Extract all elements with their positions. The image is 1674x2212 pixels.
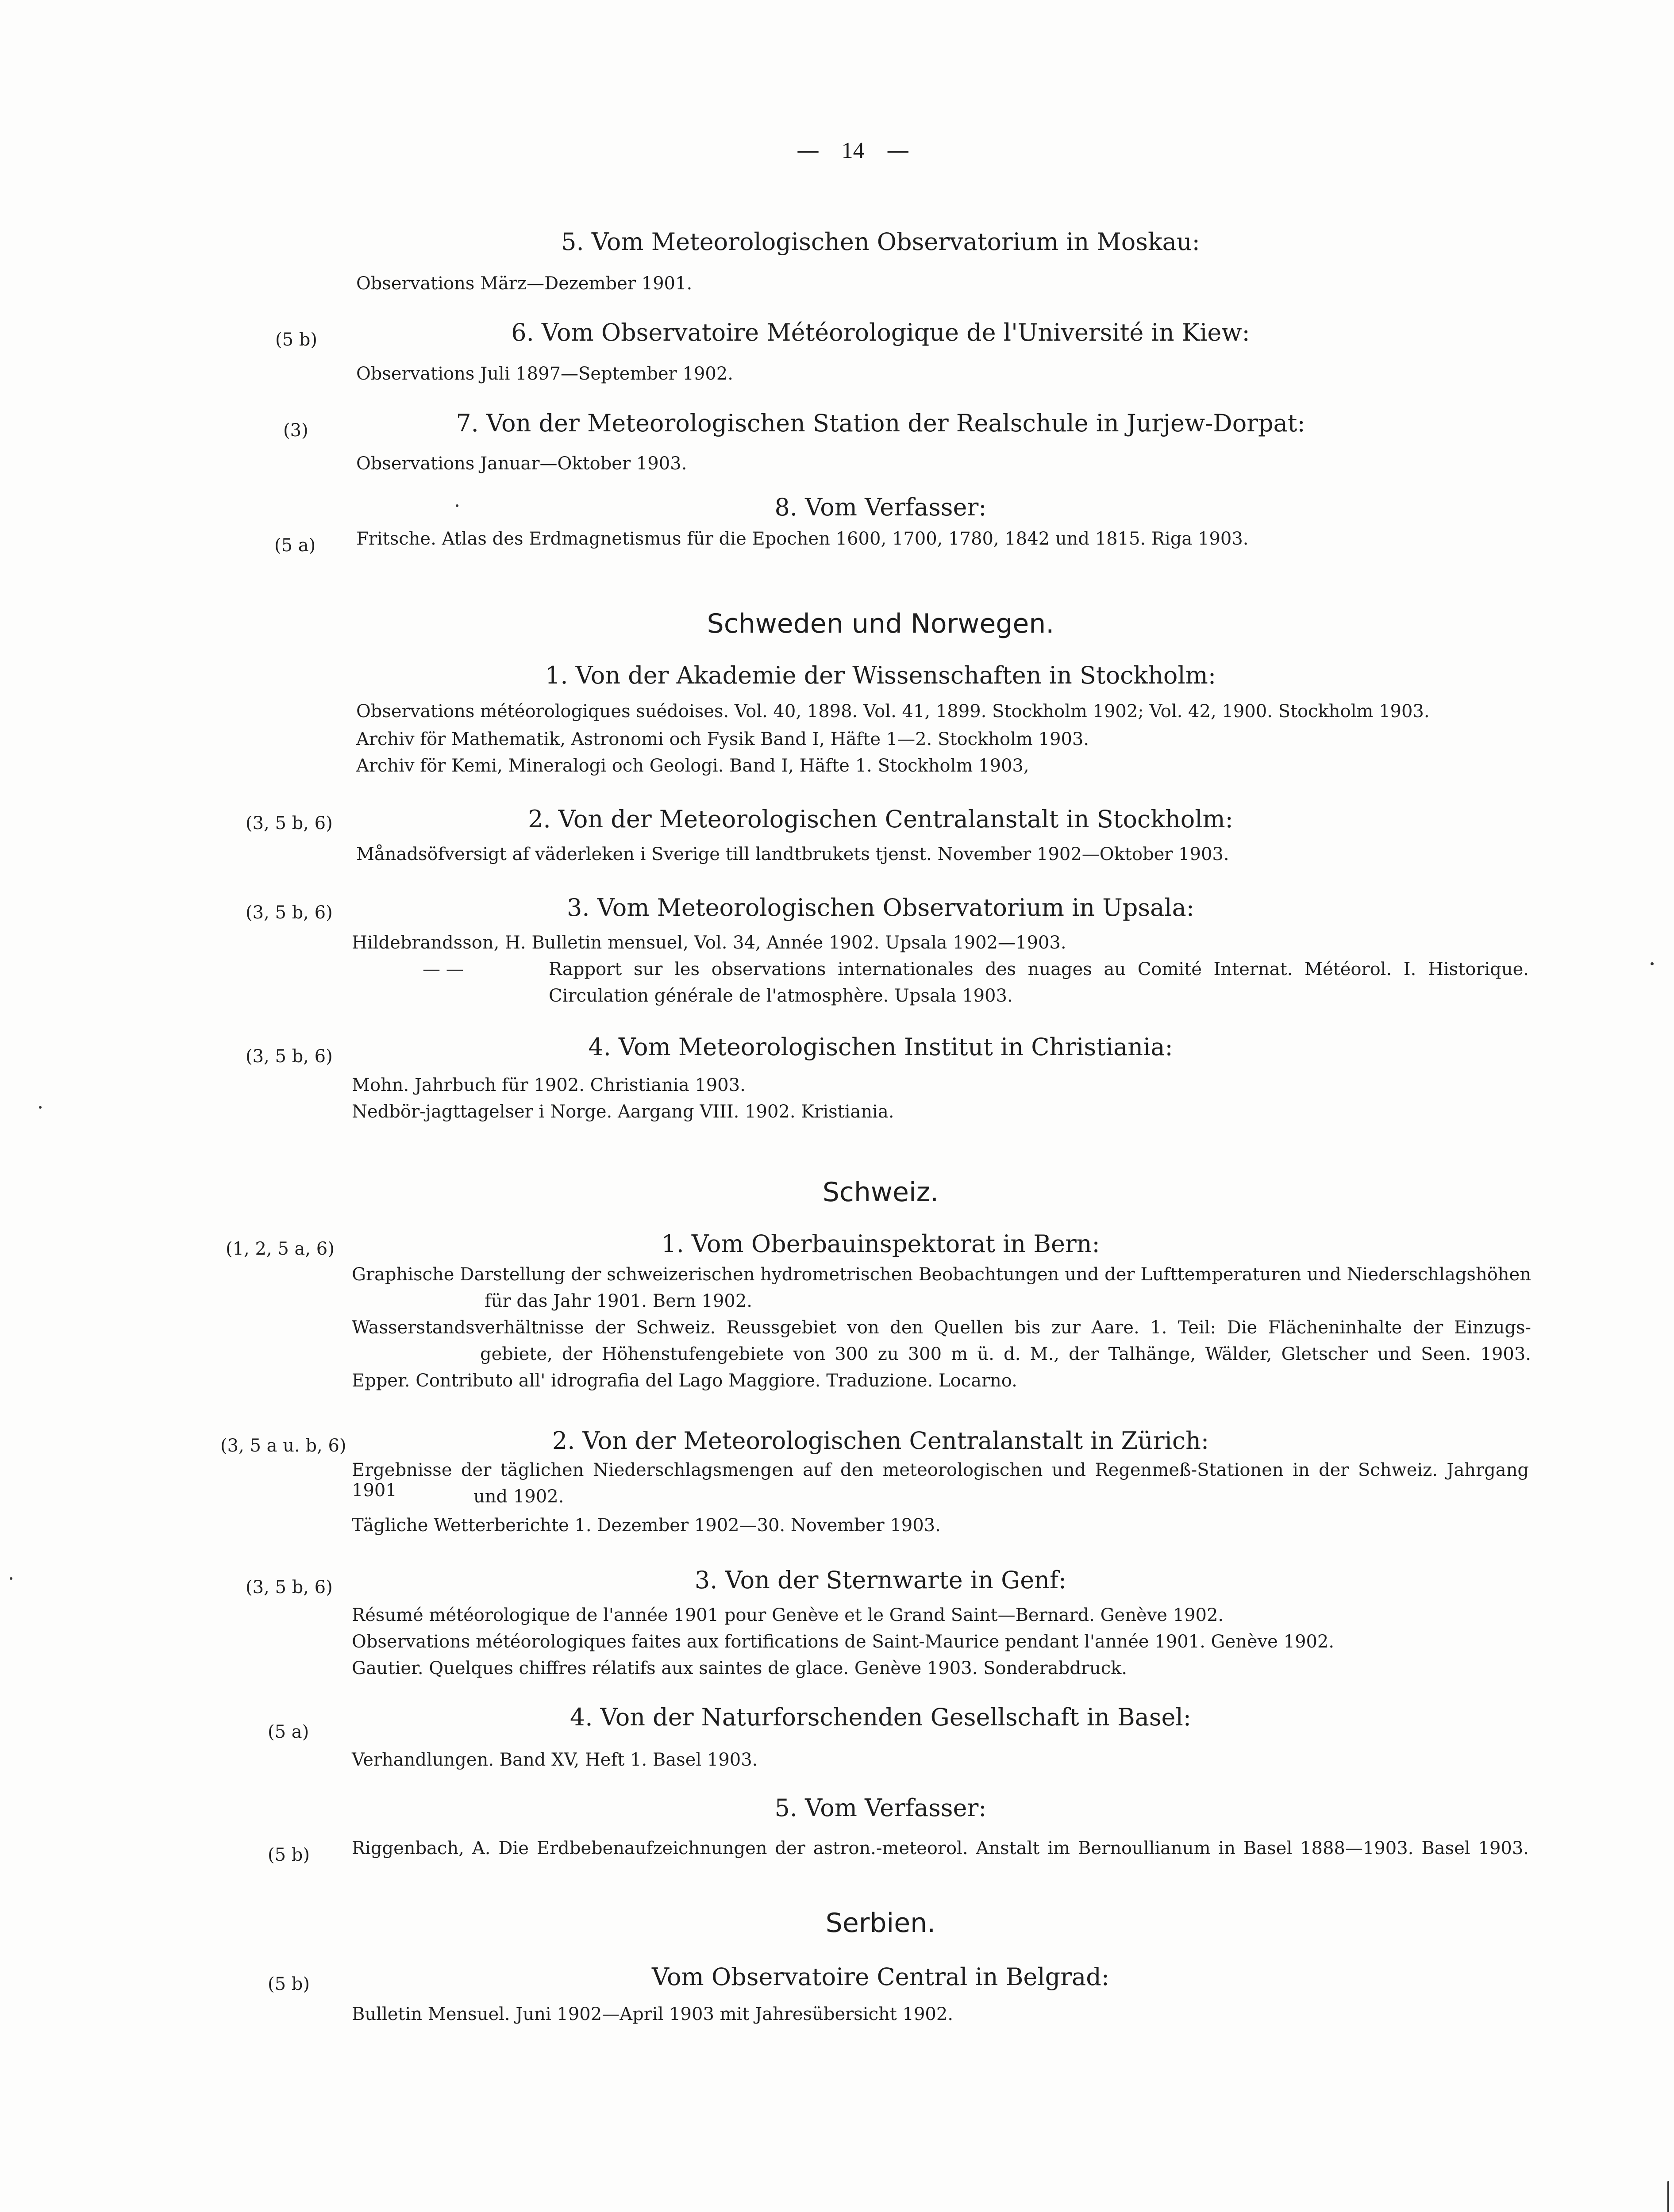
section-heading: Schweiz.	[822, 1177, 939, 1208]
reference-code: (3, 5 b, 6)	[246, 1046, 333, 1067]
reference-code: (5 b)	[268, 1974, 310, 1994]
entry-heading: 5. Vom Verfasser:	[774, 1794, 987, 1822]
section-heading: Schweden und Norwegen.	[707, 608, 1054, 639]
page-number: — 14 —	[797, 137, 910, 164]
entry-heading: 1. Von der Akademie der Wissenschaften in Stockholm:	[545, 661, 1216, 689]
entry-line: Circulation générale de l'atmosphère. Upsala 1903.	[549, 986, 1013, 1006]
entry-line: Ergebnisse der täglichen Niederschlagsmengen auf den meteorologischen und Regenmeß-Stationen in der Schweiz. Jahrgang 1901	[352, 1460, 1529, 1501]
entry-heading: 6. Vom Observatoire Météorologique de l'Université in Kiew:	[511, 319, 1250, 346]
entry-heading: 7. Von der Meteorologischen Station der Realschule in Jurjew-Dorpat:	[456, 409, 1305, 437]
entry-line: Wasserstandsverhältnisse der Schweiz. Reussgebiet von den Quellen bis zur Aare. 1. Teil: Die Flächeninhalte der Einzugs-	[352, 1317, 1531, 1338]
entry-heading: 3. Von der Sternwarte in Genf:	[694, 1566, 1067, 1594]
reference-code: (3, 5 b, 6)	[246, 1577, 333, 1598]
entry-line: Epper. Contributo all' idrografia del Lago Maggiore. Traduzione. Locarno.	[352, 1371, 1017, 1391]
reference-code: (3, 5 b, 6)	[246, 902, 333, 923]
entry-heading: 2. Von der Meteorologischen Centralanstalt in Stockholm:	[528, 805, 1233, 833]
reference-code: (3)	[283, 420, 308, 441]
entry-line: Fritsche. Atlas des Erdmagnetismus für die Epochen 1600, 1700, 1780, 1842 und 1815. Riga 1903.	[356, 529, 1249, 549]
entry-line: Mohn. Jahrbuch für 1902. Christiania 1903.	[352, 1075, 746, 1095]
entry-line: Gautier. Quelques chiffres rélatifs aux saintes de glace. Genève 1903. Sonderabdruck.	[352, 1658, 1128, 1678]
entry-heading: 8. Vom Verfasser:	[774, 493, 987, 521]
reference-code: (3, 5 a u. b, 6)	[220, 1436, 346, 1456]
entry-line: Résumé météorologique de l'année 1901 pour Genève et le Grand Saint—Bernard. Genève 1902.	[352, 1605, 1224, 1625]
entry-line: Verhandlungen. Band XV, Heft 1. Basel 1903.	[352, 1750, 758, 1770]
entry-line: und 1902.	[473, 1486, 564, 1507]
scan-speck	[10, 1577, 12, 1580]
entry-line: Rapport sur les observations internationales des nuages au Comité Internat. Météorol. I. Historique.	[549, 959, 1529, 979]
scan-speck	[1651, 962, 1654, 965]
entry-line: Archiv för Kemi, Mineralogi och Geologi. Band I, Häfte 1. Stockholm 1903,	[356, 756, 1029, 776]
entry-line: Riggenbach, A. Die Erdbebenaufzeichnungen der astron.-meteorol. Anstalt im Bernoullianum in Basel 1888—1903. Basel 1903.	[352, 1838, 1529, 1859]
entry-line: Observations météorologiques faites aux fortifications de Saint-Maurice pendant l'année 1901. Genève 1902.	[352, 1632, 1335, 1652]
ditto-mark: — —	[423, 959, 464, 979]
reference-code: (5 a)	[268, 1722, 309, 1742]
entry-heading: 5. Vom Meteorologischen Observatorium in Moskau:	[561, 228, 1200, 256]
scan-edge-mark	[1667, 2181, 1669, 2212]
entry-heading: 3. Vom Meteorologischen Observatorium in Upsala:	[567, 894, 1194, 922]
entry-line: Archiv för Mathematik, Astronomi och Fysik Band I, Häfte 1—2. Stockholm 1903.	[356, 729, 1089, 749]
entry-line: Observations Januar—Oktober 1903.	[356, 453, 687, 474]
entry-heading: 2. Von der Meteorologischen Centralanstalt in Zürich:	[552, 1427, 1209, 1455]
scan-speck	[39, 1106, 42, 1109]
scan-speck	[456, 504, 458, 507]
entry-heading: 4. Vom Meteorologischen Institut in Christiania:	[588, 1033, 1173, 1061]
entry-line: Observations März—Dezember 1901.	[356, 273, 693, 294]
reference-code: (3, 5 b, 6)	[246, 813, 333, 833]
reference-code: (5 a)	[274, 535, 316, 556]
entry-line: Hildebrandsson, H. Bulletin mensuel, Vol. 34, Année 1902. Upsala 1902—1903.	[352, 933, 1066, 953]
entry-heading: 4. Von der Naturforschenden Gesellschaft in Basel:	[570, 1703, 1191, 1731]
reference-code: (1, 2, 5 a, 6)	[226, 1239, 335, 1259]
entry-heading: 1. Vom Oberbauinspektorat in Bern:	[661, 1230, 1100, 1258]
section-heading: Serbien.	[825, 1908, 936, 1939]
entry-line: Tägliche Wetterberichte 1. Dezember 1902—30. November 1903.	[352, 1515, 941, 1536]
entry-line: gebiete, der Höhenstufengebiete von 300 zu 300 m ü. d. M., der Talhänge, Wälder, Gletscher und Seen. 1903.	[480, 1344, 1531, 1364]
entry-line: Bulletin Mensuel. Juni 1902—April 1903 mit Jahresübersicht 1902.	[352, 2004, 954, 2024]
entry-line: Observations Juli 1897—September 1902.	[356, 364, 733, 384]
entry-line: Månadsöfversigt af väderleken i Sverige till landtbrukets tjenst. November 1902—Oktober 1903.	[356, 844, 1229, 864]
entry-line: Observations météorologiques suédoises. Vol. 40, 1898. Vol. 41, 1899. Stockholm 1902; Vol. 42, 1900. Stockholm 1903.	[356, 701, 1430, 722]
entry-line: Graphische Darstellung der schweizerischen hydrometrischen Beobachtungen und der Lufttemperaturen und Niederschlagshöhen	[352, 1264, 1531, 1285]
entry-heading: Vom Observatoire Central in Belgrad:	[651, 1963, 1109, 1991]
entry-line: Nedbör-jagttagelser i Norge. Aargang VIII. 1902. Kristiania.	[352, 1102, 894, 1122]
reference-code: (5 b)	[268, 1845, 310, 1865]
entry-line: für das Jahr 1901. Bern 1902.	[485, 1291, 752, 1311]
reference-code: (5 b)	[275, 330, 317, 350]
